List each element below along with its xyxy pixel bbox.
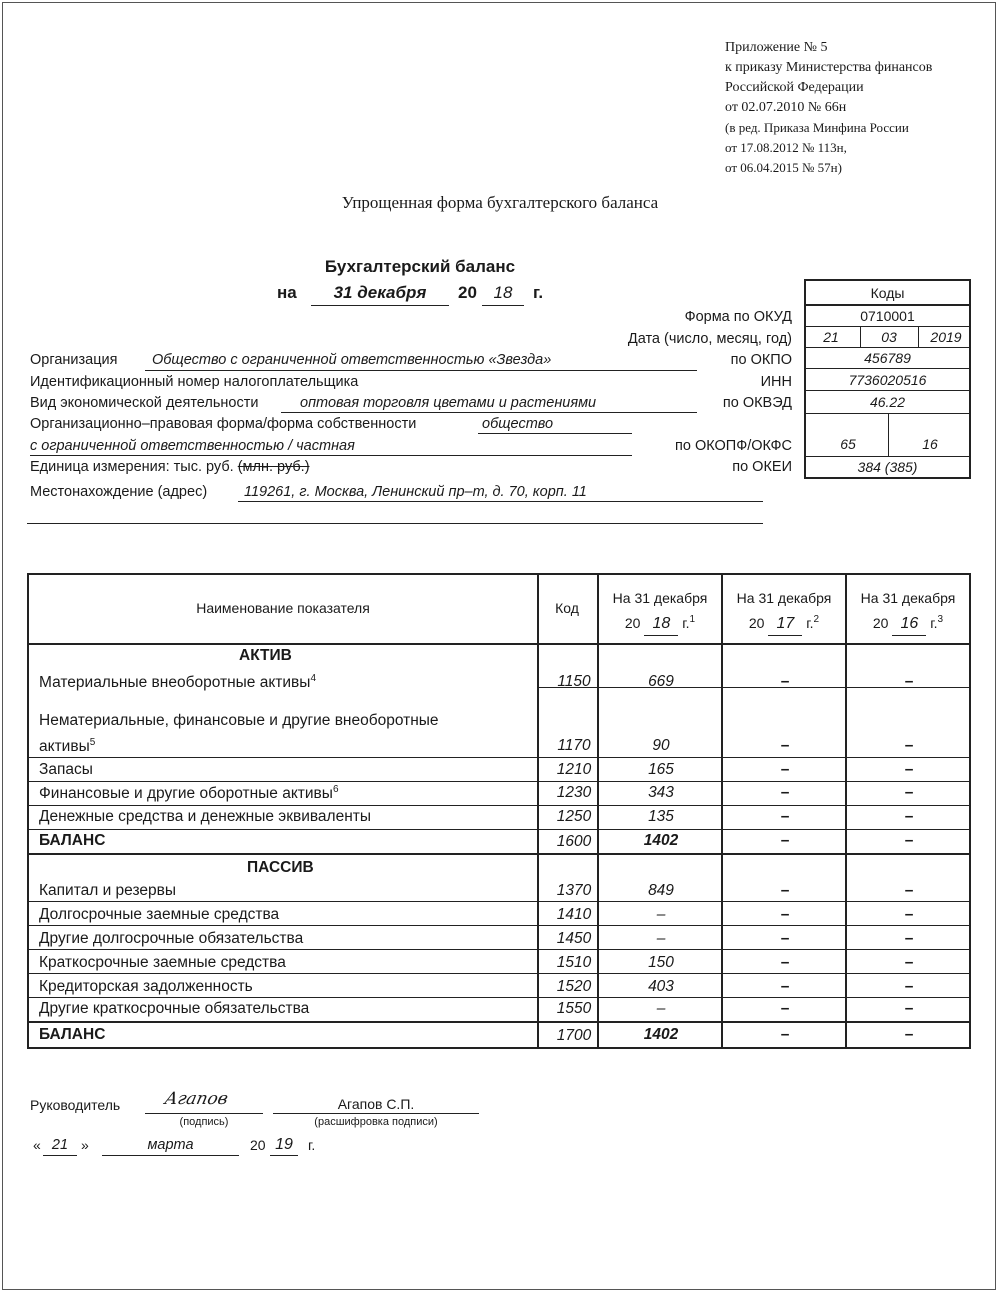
- row-code: 1370: [556, 882, 592, 899]
- row-rule: [29, 997, 969, 998]
- col-header-text: На 31 декабря: [612, 590, 708, 606]
- row-value-2016: –: [904, 882, 914, 899]
- unit-struck: (млн. руб.): [237, 459, 310, 475]
- row-value-2017: –: [780, 808, 790, 825]
- report-year: 18: [493, 283, 513, 302]
- row-rule: [29, 853, 969, 855]
- row-code: 1250: [556, 808, 592, 825]
- balance-table: [27, 573, 971, 1049]
- row-value-2017: –: [780, 761, 790, 778]
- year-suffix: г.: [806, 615, 814, 631]
- row-code: 1210: [556, 761, 592, 778]
- date-prefix: на: [277, 283, 297, 302]
- row-value-2016: –: [904, 832, 914, 849]
- address-label: Местонахождение (адрес): [30, 484, 208, 500]
- col-header-year-line: [723, 609, 845, 636]
- row-value-2016: –: [904, 761, 914, 778]
- okved-value: 46.22: [806, 391, 969, 414]
- okud-label: Форма по ОКУД: [684, 309, 792, 325]
- row-value-2018: 849: [648, 882, 674, 899]
- footnote: 4: [310, 673, 316, 684]
- handwritten-signature: Агапов: [162, 1089, 230, 1109]
- unit-label: [30, 459, 310, 475]
- row-value-2017: –: [780, 978, 790, 995]
- sign-year-prefix: 20: [250, 1137, 266, 1153]
- legal-form-value-2: с ограниченной ответственностью / частная: [30, 438, 355, 454]
- form-title: Упрощенная форма бухгалтерского баланса: [341, 193, 659, 212]
- appendix-line: от 06.04.2015 № 57н): [725, 160, 842, 175]
- appendix-block: [725, 38, 932, 178]
- col-header-2017: [723, 587, 845, 636]
- activity-label: Вид экономической деятельности: [30, 395, 259, 411]
- row-rule: [29, 1021, 969, 1023]
- row-name: Краткосрочные заемные средства: [39, 954, 286, 971]
- row-value-2016: –: [904, 784, 914, 801]
- head-label: Руководитель: [30, 1097, 121, 1113]
- row-name: БАЛАНС: [39, 832, 106, 849]
- okei-label: по ОКЕИ: [732, 459, 792, 475]
- header-rule: [29, 643, 969, 645]
- appendix-line: (в ред. Приказа Минфина России: [725, 120, 909, 135]
- year-prefix: 20: [748, 615, 765, 631]
- section-assets: АКТИВ: [239, 647, 292, 664]
- year-suffix: г.: [533, 283, 544, 302]
- row-code: 1410: [556, 906, 592, 923]
- row-rule: [29, 757, 969, 758]
- col-header-name: Наименование показателя: [196, 600, 370, 616]
- row-value-2017: –: [780, 1000, 790, 1017]
- row-name-text: активы: [39, 738, 90, 755]
- row-value-2018: 150: [648, 954, 674, 971]
- codes-box: [804, 279, 971, 479]
- appendix-line: от 02.07.2010 № 66н: [725, 100, 847, 115]
- row-value-2017: –: [780, 906, 790, 923]
- row-value-2016: –: [904, 930, 914, 947]
- section-liabilities: ПАССИВ: [247, 859, 314, 876]
- row-value-2018: 135: [648, 808, 674, 825]
- row-value-2016: –: [904, 906, 914, 923]
- okfs-value: 16: [922, 436, 938, 452]
- footnote: 6: [332, 784, 339, 795]
- quote-close: »: [81, 1137, 89, 1153]
- row-value-2018: –: [656, 930, 666, 947]
- okopf-value: 65: [840, 436, 856, 452]
- row-value-2016: –: [904, 808, 914, 825]
- row-value-2017: –: [780, 673, 790, 690]
- row-value-2018: –: [656, 906, 666, 923]
- row-value-2018: 165: [648, 761, 674, 778]
- row-value-2018: –: [656, 1000, 666, 1017]
- col-header-code: Код: [555, 600, 579, 616]
- row-name: Кредиторская задолженность: [39, 978, 253, 995]
- col-header-text: На 31 декабря: [736, 590, 832, 606]
- year-value: 18: [644, 613, 678, 636]
- row-rule: [29, 829, 969, 830]
- inn-label: Идентификационный номер налогоплательщика: [30, 374, 359, 390]
- row-value-2016: –: [904, 1026, 914, 1043]
- row-rule: [29, 925, 969, 926]
- footnote: 5: [89, 737, 96, 748]
- inn-code-label: ИНН: [760, 374, 792, 390]
- balance-title: Бухгалтерский баланс: [324, 257, 516, 276]
- row-name: [39, 673, 316, 692]
- report-date: 31 декабря: [333, 283, 427, 302]
- name-caption: (расшифровка подписи): [314, 1116, 438, 1128]
- row-rule: [29, 949, 969, 950]
- row-rule: [29, 901, 969, 902]
- row-rule: [29, 805, 969, 806]
- row-name-text: Материальные внеоборотные активы: [39, 674, 311, 691]
- appendix-line: от 17.08.2012 № 113н,: [725, 140, 847, 155]
- row-name: Запасы: [39, 761, 93, 778]
- codes-day: 21: [823, 329, 839, 345]
- row-code: 1170: [557, 737, 591, 754]
- row-code: 1550: [556, 1000, 592, 1017]
- row-name: Нематериальные, финансовые и другие внеоборотные: [39, 712, 439, 729]
- footnote: 1: [689, 614, 696, 625]
- legal-form-label: Организационно–правовая форма/форма собственности: [30, 416, 417, 432]
- year-suffix: г.: [682, 615, 690, 631]
- legal-form-value: общество: [482, 416, 554, 432]
- year-prefix: 20: [624, 615, 641, 631]
- row-value-2017: –: [780, 737, 790, 754]
- row-name: БАЛАНС: [39, 1026, 106, 1043]
- codes-month: 03: [881, 329, 897, 345]
- row-value-2017: –: [780, 1026, 790, 1043]
- row-rule: [29, 781, 969, 782]
- row-value-2018: 1402: [643, 832, 679, 849]
- row-name-cont: [39, 737, 95, 756]
- year-suffix: г.: [930, 615, 938, 631]
- codes-header: Коды: [806, 281, 969, 306]
- date-codes: [806, 327, 969, 348]
- row-code: 1600: [556, 833, 592, 850]
- footnote: 2: [813, 614, 820, 625]
- row-name: Капитал и резервы: [39, 882, 177, 899]
- col-header-text: На 31 декабря: [860, 590, 956, 606]
- okved-label: по ОКВЭД: [722, 395, 792, 411]
- row-value-2017: –: [780, 882, 790, 899]
- row-code: 1700: [556, 1027, 592, 1044]
- sign-year-suffix: г.: [308, 1137, 316, 1153]
- year-prefix: 20: [872, 615, 889, 631]
- row-value-2016: –: [904, 954, 914, 971]
- footnote: 3: [937, 614, 944, 625]
- row-code: 1520: [556, 978, 592, 995]
- row-value-2016: –: [904, 673, 914, 690]
- row-name: Другие краткосрочные обязательства: [39, 1000, 310, 1017]
- divider: [888, 414, 889, 457]
- sign-month: марта: [147, 1137, 194, 1153]
- row-value-2018: 403: [648, 978, 674, 995]
- row-name-text: Финансовые и другие оборотные активы: [39, 785, 333, 802]
- col-header-year-line: [599, 609, 721, 636]
- signature-caption: (подпись): [179, 1116, 229, 1128]
- address-underline-2: [27, 502, 763, 524]
- okei-value: 384 (385): [857, 459, 918, 475]
- sign-day: 21: [51, 1137, 69, 1153]
- inn-value: 7736020516: [806, 369, 969, 391]
- row-value-2018: 343: [648, 784, 674, 801]
- row-value-2018: 669: [648, 673, 674, 690]
- row-value-2016: –: [904, 1000, 914, 1017]
- okpo-value: 456789: [806, 348, 969, 369]
- quote-open: «: [33, 1137, 41, 1153]
- row-code: 1450: [556, 930, 592, 947]
- org-name: Общество с ограниченной ответственностью «Звезда»: [152, 352, 552, 368]
- row-rule: [29, 973, 969, 974]
- divider: [860, 327, 861, 348]
- sign-year: 19: [275, 1136, 293, 1153]
- okopf-label: по ОКОПФ/ОКФС: [675, 438, 792, 454]
- okpo-label: по ОКПО: [730, 352, 792, 368]
- okud-value: 0710001: [806, 306, 969, 327]
- row-value-2016: –: [904, 978, 914, 995]
- row-code: 1510: [556, 954, 592, 971]
- unit-text: Единица измерения: тыс. руб.: [30, 459, 234, 475]
- row-value-2017: –: [780, 784, 790, 801]
- appendix-line: Приложение № 5: [725, 40, 828, 55]
- year-value: 17: [768, 613, 802, 636]
- codes-year: 2019: [930, 329, 962, 345]
- head-name: Агапов С.П.: [337, 1096, 415, 1112]
- row-name: Другие долгосрочные обязательства: [39, 930, 304, 947]
- row-value-2016: –: [904, 737, 914, 754]
- date-label: Дата (число, месяц, год): [627, 331, 792, 347]
- row-value-2018: 90: [652, 737, 670, 754]
- address-value: 119261, г. Москва, Ленинский пр–т, д. 70, корп. 11: [244, 484, 587, 500]
- appendix-line: Российской Федерации: [725, 80, 864, 95]
- appendix-line: к приказу Министерства финансов: [725, 60, 933, 75]
- col-header-year-line: [847, 609, 969, 636]
- row-name: [39, 784, 339, 803]
- row-code: 1230: [556, 784, 592, 801]
- row-value-2017: –: [780, 832, 790, 849]
- col-header-2016: [847, 587, 969, 636]
- activity-value: оптовая торговля цветами и растениями: [300, 395, 597, 411]
- divider: [918, 327, 919, 348]
- row-value-2017: –: [780, 954, 790, 971]
- year-prefix: 20: [458, 283, 477, 302]
- year-value: 16: [892, 613, 926, 636]
- row-name: Долгосрочные заемные средства: [39, 906, 280, 923]
- col-header-2018: [599, 587, 721, 636]
- row-code: 1150: [557, 673, 591, 690]
- row-value-2018: 1402: [643, 1026, 679, 1043]
- row-value-2017: –: [780, 930, 790, 947]
- org-label: Организация: [30, 352, 118, 368]
- row-name: Денежные средства и денежные эквиваленты: [39, 808, 372, 825]
